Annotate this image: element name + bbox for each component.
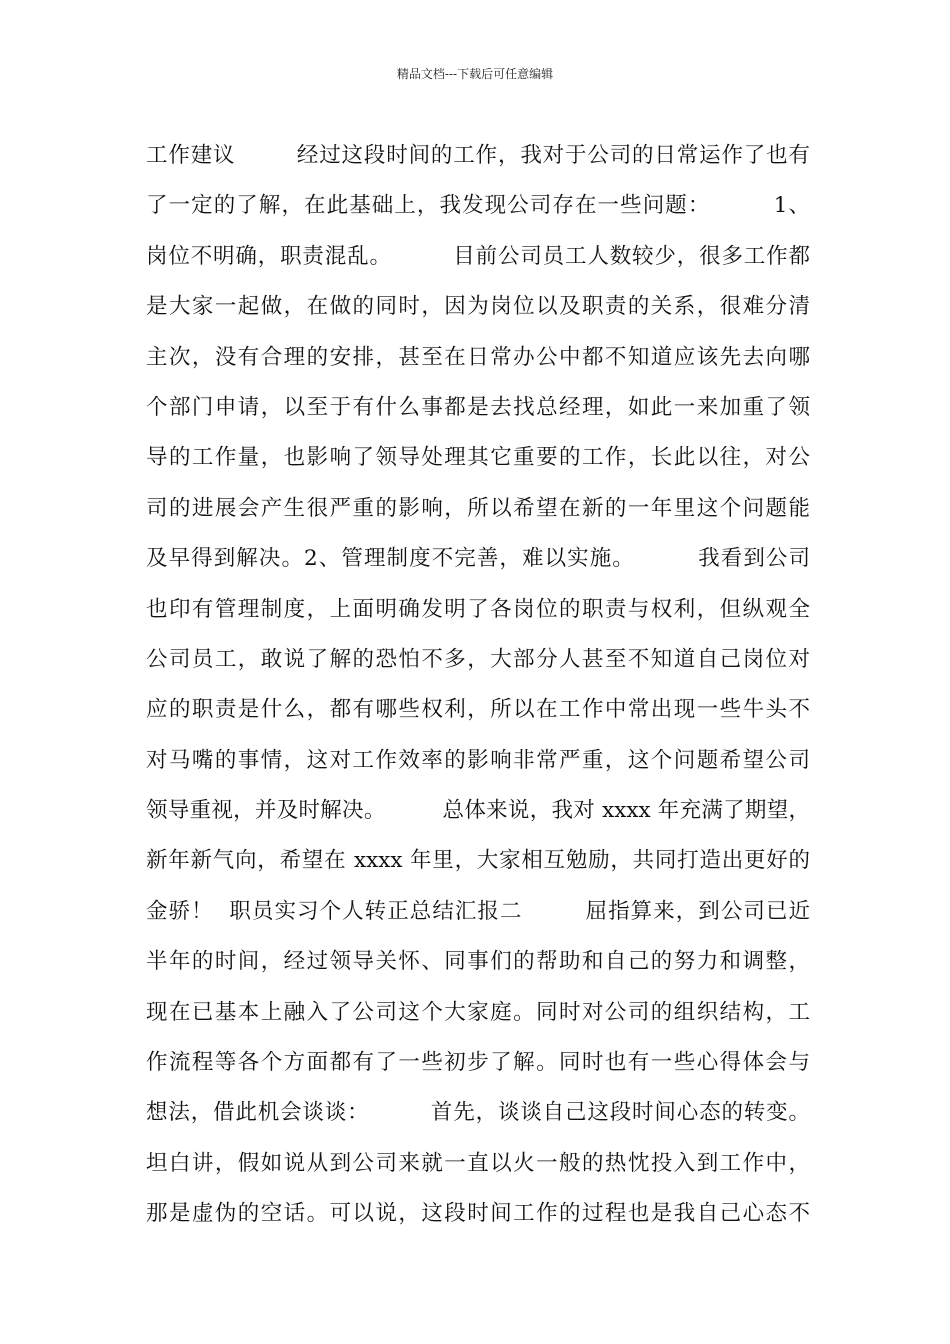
text-line: 坦白讲，假如说从到公司来就一直以火一般的热忱投入到工作中， [146, 1150, 810, 1176]
text-line: 个部门申请，以至于有什么事都是去找总经理，如此一来加重了领 [146, 394, 810, 420]
text-line: 工作建议 经过这段时间的工作，我对于公司的日常运作了也有 [146, 143, 810, 168]
text-line: 领导重视，并及时解决。 总体来说，我对 xxxx 年充满了期望， [146, 798, 810, 824]
text-line: 导的工作量，也影响了领导处理其它重要的工作，长此以往，对公 [146, 445, 810, 471]
page-header: 精品文档---下载后可任意编辑 [396, 67, 554, 81]
text-line: 对马嘴的事情，这对工作效率的影响非常严重，这个问题希望公司 [146, 747, 810, 773]
text-line: 是大家一起做，在做的同时，因为岗位以及职责的关系，很难分清 [146, 294, 810, 320]
text-line: 及早得到解决。2、管理制度不完善，难以实施。 我看到公司 [146, 546, 810, 572]
text-line: 现在已基本上融入了公司这个大家庭。同时对公司的组织结构，工 [146, 999, 810, 1025]
text-line: 公司员工，敢说了解的恐怕不多，大部分人甚至不知道自己岗位对 [146, 646, 810, 672]
text-line: 主次，没有合理的安排，甚至在日常办公中都不知道应该先去向哪 [146, 344, 810, 370]
text-line: 也印有管理制度，上面明确发明了各岗位的职责与权利，但纵观全 [146, 596, 810, 622]
text-line: 司的进展会产生很严重的影响，所以希望在新的一年里这个问题能 [146, 495, 810, 521]
text-line: 了一定的了解，在此基础上，我发现公司存在一些问题： 1、 [146, 193, 810, 219]
document-body [146, 131, 810, 1240]
text-line: 那是虚伪的空话。可以说，这段时间工作的过程也是我自己心态不 [146, 1201, 810, 1227]
text-line: 作流程等各个方面都有了一些初步了解。同时也有一些心得体会与 [146, 1050, 810, 1076]
text-line: 岗位不明确，职责混乱。 目前公司员工人数较少，很多工作都 [146, 243, 810, 269]
text-line: 半年的时间，经过领导关怀、同事们的帮助和自己的努力和调整， [146, 949, 810, 975]
text-line: 金骄！ 职员实习个人转正总结汇报二 屈指算来，到公司已近 [146, 898, 810, 924]
text-line: 想法，借此机会谈谈： 首先，谈谈自己这段时间心态的转变。 [146, 1100, 810, 1126]
text-line: 新年新气向，希望在 xxxx 年里，大家相互勉励，共同打造出更好的 [146, 848, 810, 874]
text-line: 应的职责是什么，都有哪些权利，所以在工作中常出现一些牛头不 [146, 697, 810, 723]
